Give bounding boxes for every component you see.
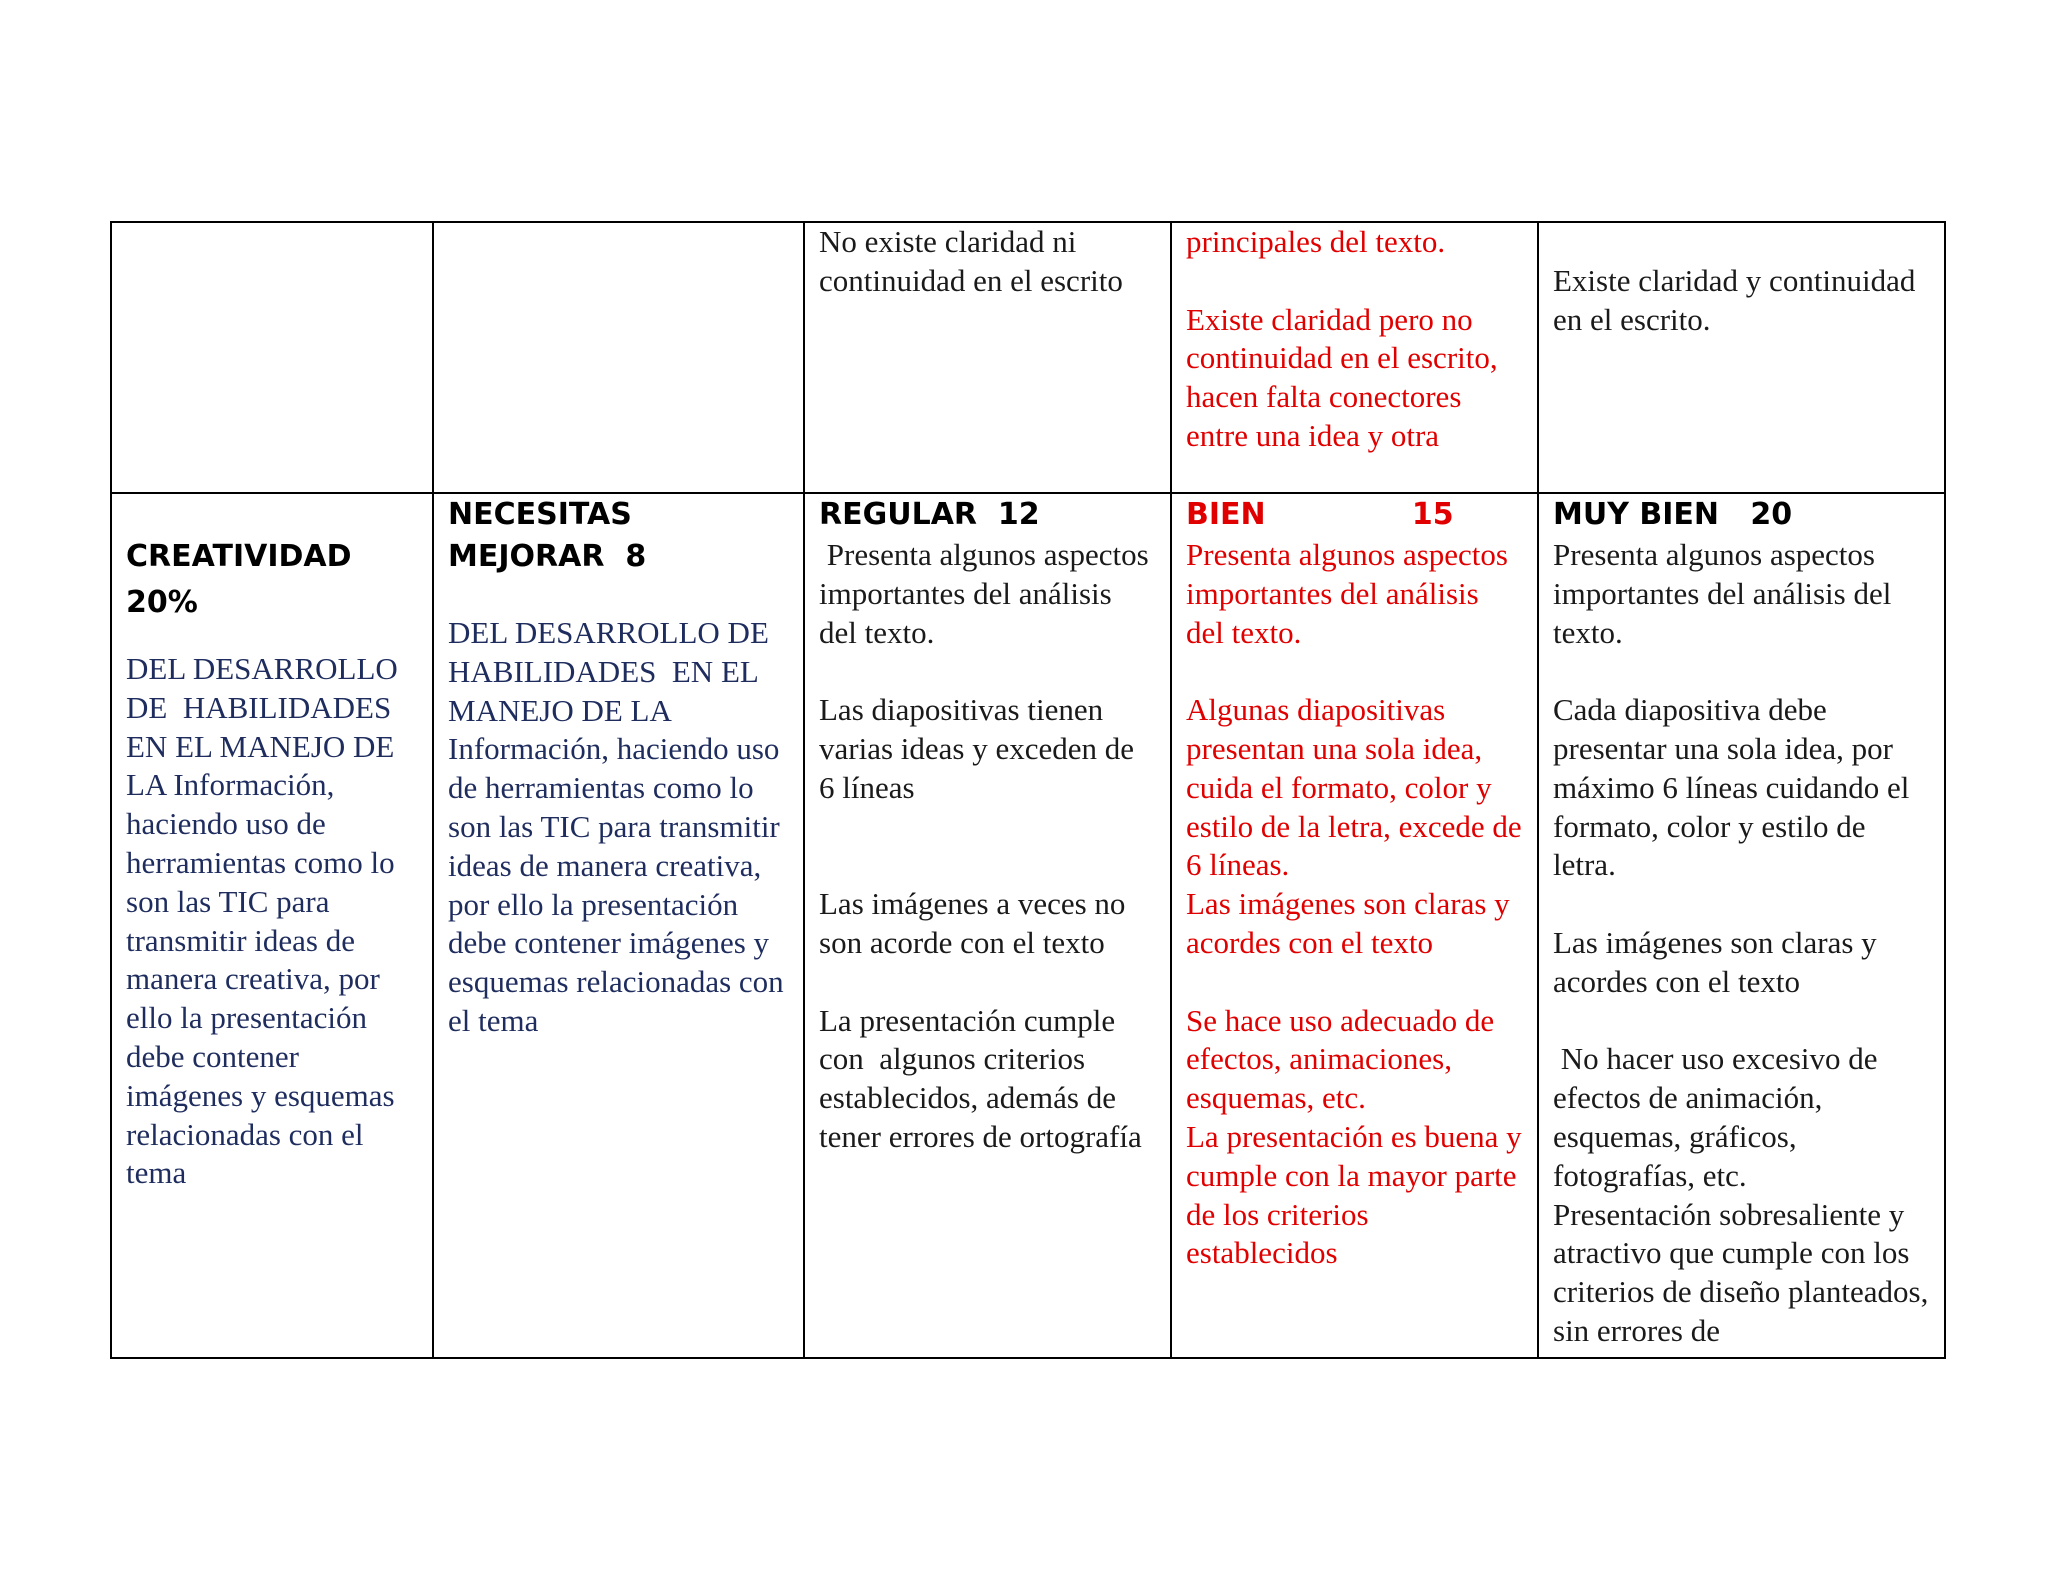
good-slides-text: Algunas diapositivas presentan una sola idea, cuida el formato, color y estilo de la letra, excede de 6 líneas.	[1186, 692, 1530, 883]
rubric-row-creativity	[111, 493, 1945, 1358]
regular-heading: REGULAR 12	[819, 497, 1040, 532]
cell-needs-improvement	[433, 493, 804, 1358]
regular-images-text: Las imágenes a veces no son acorde con el texto	[819, 886, 1134, 960]
needs-improvement-description: DEL DESARROLLO DE HABILIDADES EN EL MANEJO DE LA Información, haciendo uso de herramientas como lo son las TIC para transmitir ideas de manera creativa, por ello la presentación debe contener imágenes y esquemas relacionadas con el tema	[448, 615, 792, 1038]
cell-good	[1171, 493, 1538, 1358]
needs-improvement-heading-line2: MEJORAR 8	[448, 539, 647, 574]
regular-aspects-text: Presenta algunos aspectos importantes del análisis del texto.	[819, 537, 1157, 650]
cell-criterion	[111, 493, 433, 1358]
very-good-aspects-text: Presenta algunos aspectos importantes del análisis del texto.	[1553, 537, 1900, 650]
very-good-clarity-text: Existe claridad y continuidad en el escrito.	[1553, 262, 1924, 337]
good-effects-text: Se hace uso adecuado de efectos, animaciones, esquemas, etc.	[1186, 1002, 1502, 1116]
good-aspects-text: Presenta algunos aspectos importantes del análisis del texto.	[1186, 537, 1516, 650]
good-criteria-text: La presentación es buena y cumple con la mayor parte de los criterios establecidos	[1186, 1118, 1530, 1271]
very-good-heading: MUY BIEN 20	[1553, 497, 1793, 532]
cell-empty-needs-improvement	[433, 222, 804, 493]
criterion-title: CREATIVIDAD	[126, 539, 352, 574]
cell-good-continuation	[1171, 222, 1538, 493]
criterion-description: DEL DESARROLLO DE HABILIDADES EN EL MANEJO DE LA Información, haciendo uso de herramientas como lo son las TIC para transmitir ideas de manera creativa, por ello la presentación debe contener imágenes y esquemas relacionadas con el tema	[126, 651, 406, 1191]
cell-very-good	[1538, 493, 1945, 1358]
rubric-row-continuation	[111, 222, 1945, 493]
cell-empty-criterion	[111, 222, 433, 493]
cell-very-good-continuation	[1538, 222, 1945, 493]
very-good-slides-text: Cada diapositiva debe presentar una sola idea, por máximo 6 líneas cuidando el formato, color y estilo de letra.	[1553, 692, 1918, 883]
rubric-table	[110, 221, 1946, 1359]
needs-improvement-heading-line1: NECESITAS	[448, 497, 632, 532]
regular-criteria-text: La presentación cumple con algunos criterios establecidos, además de tener errores de ortografía	[819, 1002, 1142, 1154]
good-continued-text: principales del texto.	[1186, 224, 1446, 259]
good-clarity-text: Existe claridad pero no continuidad en el escrito, hacen falta conectores entre una idea y otra	[1186, 301, 1506, 453]
good-images-text: Las imágenes son claras y acordes con el texto	[1186, 886, 1518, 960]
very-good-effects-text: No hacer uso excesivo de efectos de animación, esquemas, gráficos, fotografías, etc.	[1553, 1041, 1886, 1193]
very-good-images-text: Las imágenes son claras y acordes con el texto	[1553, 924, 1885, 999]
good-heading: BIEN 15	[1186, 497, 1454, 532]
regular-clarity-text: No existe claridad ni continuidad en el escrito	[819, 224, 1123, 298]
cell-regular-continuation	[804, 222, 1171, 493]
criterion-weight: 20%	[126, 585, 198, 620]
very-good-design-text: Presentación sobresaliente y atractivo que cumple con los criterios de diseño planteados, sin errores de	[1553, 1196, 1937, 1348]
cell-regular	[804, 493, 1171, 1358]
regular-slides-text: Las diapositivas tienen varias ideas y exceden de 6 líneas	[819, 692, 1142, 805]
